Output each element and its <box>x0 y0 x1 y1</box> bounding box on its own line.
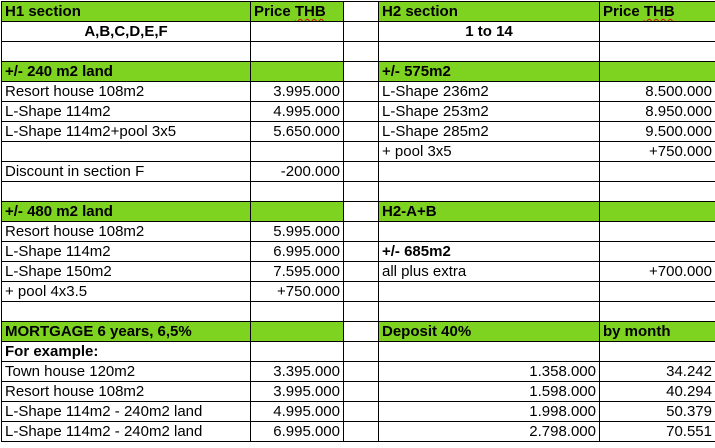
empty-cell[interactable] <box>2 42 251 62</box>
empty-cell[interactable] <box>251 42 344 62</box>
monthly-value[interactable]: 34.242 <box>600 362 715 382</box>
empty-cell[interactable] <box>379 42 600 62</box>
item-label[interactable]: + pool 3x5 <box>379 142 600 162</box>
h1-price-unit: THB <box>294 3 326 20</box>
empty-cell[interactable] <box>2 142 251 162</box>
table-row <box>2 62 715 82</box>
gap-cell <box>344 362 379 382</box>
example-label[interactable]: L-Shape 114m2 - 240m2 land <box>2 402 251 422</box>
item-price[interactable]: 6.995.000 <box>251 242 344 262</box>
example-price[interactable]: 3.995.000 <box>251 382 344 402</box>
h1-price-header[interactable] <box>251 2 344 22</box>
mortgage-header[interactable]: MORTGAGE 6 years, 6,5% <box>2 322 251 342</box>
h1-section-title[interactable]: H1 section <box>2 2 251 22</box>
example-label[interactable]: Resort house 108m2 <box>2 382 251 402</box>
item-price[interactable]: 5.995.000 <box>251 222 344 242</box>
item-price[interactable]: 5.650.000 <box>251 122 344 142</box>
item-price[interactable]: 8.950.000 <box>600 102 715 122</box>
example-label[interactable]: L-Shape 114m2 - 240m2 land <box>2 422 251 442</box>
empty-cell[interactable] <box>379 222 600 242</box>
table-row <box>2 402 715 422</box>
empty-cell[interactable] <box>600 242 715 262</box>
item-label[interactable]: L-Shape 150m2 <box>2 262 251 282</box>
extra-price[interactable]: +700.000 <box>600 262 715 282</box>
gap-cell <box>344 182 379 202</box>
h2-range[interactable]: 1 to 14 <box>379 22 600 42</box>
item-label[interactable]: L-Shape 285m2 <box>379 122 600 142</box>
empty-cell[interactable] <box>600 222 715 242</box>
item-label[interactable]: L-Shape 114m2 <box>2 102 251 122</box>
table-row <box>2 342 715 362</box>
monthly-value[interactable]: 40.294 <box>600 382 715 402</box>
monthly-value[interactable]: 50.379 <box>600 402 715 422</box>
gap-cell <box>344 342 379 362</box>
item-label[interactable]: L-Shape 253m2 <box>379 102 600 122</box>
deposit-value[interactable]: 1.358.000 <box>379 362 600 382</box>
gap-cell <box>344 262 379 282</box>
empty-cell[interactable] <box>600 342 715 362</box>
monthly-header[interactable]: by month <box>600 322 715 342</box>
gap-cell <box>344 102 379 122</box>
example-label[interactable]: For example: <box>2 342 251 362</box>
item-label[interactable]: L-Shape 114m2 <box>2 242 251 262</box>
h2-section-title[interactable]: H2 section <box>379 2 600 22</box>
empty-cell[interactable] <box>379 162 600 182</box>
h2-price-header[interactable] <box>600 2 715 22</box>
gap-cell <box>344 322 379 342</box>
empty-cell[interactable] <box>600 42 715 62</box>
discount-price[interactable]: -200.000 <box>251 162 344 182</box>
table-row <box>2 162 715 182</box>
deposit-value[interactable]: 1.598.000 <box>379 382 600 402</box>
empty-cell[interactable] <box>379 302 600 322</box>
land-575-price-blank[interactable] <box>600 62 715 82</box>
empty-cell[interactable] <box>2 182 251 202</box>
table-row <box>2 362 715 382</box>
h1-price-label: Price <box>254 3 291 20</box>
example-price[interactable]: 4.995.000 <box>251 402 344 422</box>
item-label[interactable]: Resort house 108m2 <box>2 222 251 242</box>
empty-cell[interactable] <box>600 282 715 302</box>
table-row <box>2 182 715 202</box>
empty-cell[interactable] <box>251 22 344 42</box>
h2-price-label: Price <box>603 3 640 20</box>
empty-cell[interactable] <box>600 302 715 322</box>
empty-cell[interactable] <box>251 142 344 162</box>
empty-cell[interactable] <box>600 182 715 202</box>
table-row <box>2 202 715 222</box>
gap-cell <box>344 22 379 42</box>
gap-cell <box>344 302 379 322</box>
table-row <box>2 382 715 402</box>
table-row <box>2 82 715 102</box>
h2ab-header[interactable]: H2-A+B <box>379 202 600 222</box>
empty-cell[interactable] <box>251 182 344 202</box>
table-row <box>2 322 715 342</box>
gap-cell <box>344 2 379 22</box>
item-price[interactable]: +750.000 <box>600 142 715 162</box>
land-480-header[interactable]: +/- 480 m2 land <box>2 202 251 222</box>
empty-cell[interactable] <box>251 302 344 322</box>
gap-cell <box>344 202 379 222</box>
gap-cell <box>344 222 379 242</box>
item-label[interactable]: + pool 4x3.5 <box>2 282 251 302</box>
gap-cell <box>344 422 379 442</box>
table-row <box>2 222 715 242</box>
deposit-value[interactable]: 1.998.000 <box>379 402 600 422</box>
gap-cell <box>344 142 379 162</box>
table-row <box>2 102 715 122</box>
item-price[interactable]: 9.500.000 <box>600 122 715 142</box>
mortgage-price-blank[interactable] <box>251 322 344 342</box>
item-label[interactable]: L-Shape 114m2+pool 3x5 <box>2 122 251 142</box>
discount-label[interactable]: Discount in section F <box>2 162 251 182</box>
deposit-value[interactable]: 2.798.000 <box>379 422 600 442</box>
gap-cell <box>344 282 379 302</box>
table-row <box>2 42 715 62</box>
table-row <box>2 2 715 22</box>
table-row <box>2 262 715 282</box>
item-price[interactable]: 4.995.000 <box>251 102 344 122</box>
empty-cell[interactable] <box>2 302 251 322</box>
h2-price-unit: THB <box>643 3 675 20</box>
empty-cell[interactable] <box>379 182 600 202</box>
gap-cell <box>344 162 379 182</box>
item-price[interactable]: 8.500.000 <box>600 82 715 102</box>
gap-cell <box>344 42 379 62</box>
item-label[interactable]: Resort house 108m2 <box>2 82 251 102</box>
extra-label[interactable]: all plus extra <box>379 262 600 282</box>
gap-cell <box>344 402 379 422</box>
table-row <box>2 422 715 442</box>
empty-cell[interactable] <box>379 342 600 362</box>
table-row <box>2 242 715 262</box>
item-price[interactable]: 3.995.000 <box>251 82 344 102</box>
table-row <box>2 282 715 302</box>
empty-cell[interactable] <box>251 342 344 362</box>
item-price[interactable]: 7.595.000 <box>251 262 344 282</box>
gap-cell <box>344 382 379 402</box>
example-label[interactable]: Town house 120m2 <box>2 362 251 382</box>
example-price[interactable]: 6.995.000 <box>251 422 344 442</box>
h1-subsections[interactable]: A,B,C,D,E,F <box>2 22 251 42</box>
empty-cell[interactable] <box>379 282 600 302</box>
item-label[interactable]: L-Shape 236m2 <box>379 82 600 102</box>
h2ab-price-blank[interactable] <box>600 202 715 222</box>
land-575-header[interactable]: +/- 575m2 <box>379 62 600 82</box>
table-row <box>2 142 715 162</box>
gap-cell <box>344 62 379 82</box>
land-685-label[interactable]: +/- 685m2 <box>379 242 600 262</box>
gap-cell <box>344 242 379 262</box>
deposit-header[interactable]: Deposit 40% <box>379 322 600 342</box>
land-240-header[interactable]: +/- 240 m2 land <box>2 62 251 82</box>
table-row <box>2 122 715 142</box>
table-row <box>2 22 715 42</box>
land-240-price-blank[interactable] <box>251 62 344 82</box>
gap-cell <box>344 82 379 102</box>
land-480-price-blank[interactable] <box>251 202 344 222</box>
empty-cell[interactable] <box>600 162 715 182</box>
price-table <box>1 1 715 442</box>
item-price[interactable]: +750.000 <box>251 282 344 302</box>
example-price[interactable]: 3.395.000 <box>251 362 344 382</box>
gap-cell <box>344 122 379 142</box>
empty-cell[interactable] <box>600 22 715 42</box>
monthly-value[interactable]: 70.551 <box>600 422 715 442</box>
table-row <box>2 302 715 322</box>
